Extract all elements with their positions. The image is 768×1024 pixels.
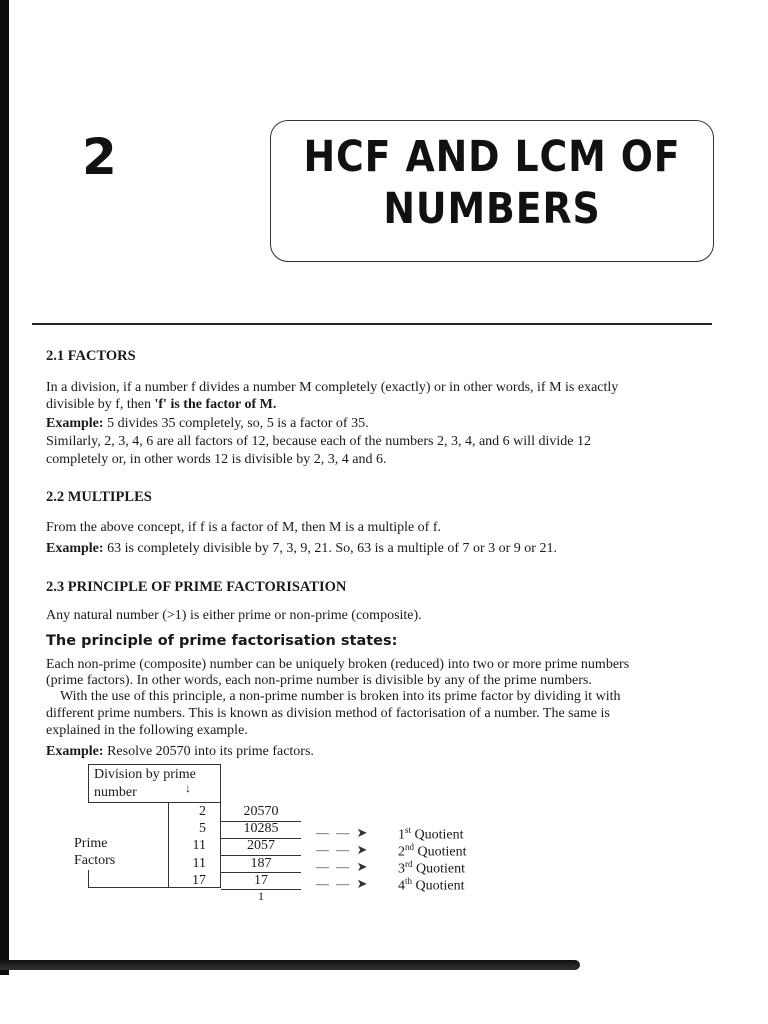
dividend-1: 20570: [243, 804, 279, 819]
factors-line-4: Similarly, 2, 3, 4, 6 are all factors of 12, because each of the numbers 2, 3, 4, and 6 will divide 12: [46, 434, 591, 449]
prime-line-4: With the use of this principle, a non-prime number is broken into its prime factor by dividing it with: [60, 689, 621, 704]
quotient-label-2: 2nd Quotient: [398, 842, 467, 860]
divisor-3: 11: [192, 838, 206, 853]
factors-definition: 'f' is the factor of M.: [154, 397, 277, 412]
chapter-title-box: [270, 120, 714, 262]
quotient-label-1: 1st Quotient: [398, 825, 464, 843]
factors-line-2-text: divisible by f, then: [46, 397, 155, 412]
page-bottom-edge: [0, 960, 580, 970]
prime-line-5: different prime numbers. This is known as division method of factorisation of a number. The same is: [46, 706, 610, 721]
prime-line-2: Each non-prime (composite) number can be uniquely broken (reduced) into two or more prime numbers: [46, 657, 630, 672]
arrow-right-icon: — — ➤: [316, 859, 370, 874]
chapter-title: [298, 131, 687, 235]
dividend-4: 187: [250, 856, 272, 871]
factors-example-text: 5 divides 35 completely, so, 5 is a factor of 35.: [103, 416, 369, 431]
multiples-line-1: From the above concept, if f is a factor of M, then M is a multiple of f.: [46, 520, 442, 535]
prime-factors-label-2: Factors: [74, 853, 116, 868]
multiples-example: [46, 541, 712, 557]
table-header-line-2: number: [94, 785, 137, 800]
chapter-number: 2: [82, 128, 117, 186]
factors-line-1: In a division, if a number f divides a number M completely (exactly) or in other words, if M is exactly: [46, 380, 619, 395]
divisor-5: 17: [192, 873, 206, 888]
arrow-right-icon: — — ➤: [316, 876, 370, 891]
dividend-3: 2057: [247, 838, 275, 853]
section-heading-factors: 2.1 FACTORS: [46, 348, 136, 364]
down-arrow-icon: ↓: [185, 781, 191, 795]
example-label: Example:: [46, 541, 104, 556]
arrow-right-icon: — — ➤: [316, 825, 370, 840]
quotient-label-3: 3rd Quotient: [398, 859, 465, 877]
prime-factors-label-1: Prime: [74, 836, 108, 851]
factors-line-2: [46, 397, 712, 413]
prime-subheading: The principle of prime factorisation states:: [46, 633, 398, 649]
section-divider: [32, 323, 712, 325]
multiples-example-text: 63 is completely divisible by 7, 3, 9, 21. So, 63 is a multiple of 7 or 3 or 9 or 21.: [103, 541, 557, 556]
dividend-2: 10285: [243, 821, 279, 836]
factors-example: [46, 416, 712, 432]
quotient-label-4: 4th Quotient: [398, 876, 465, 894]
example-label: Example:: [46, 744, 104, 759]
chapter-title-line-1: HCF AND LCM OF: [303, 132, 681, 182]
divisor-4: 11: [192, 856, 206, 871]
dividend-6: 1: [258, 889, 264, 903]
dividend-5: 17: [254, 873, 268, 888]
chapter-title-line-2: NUMBERS: [383, 184, 601, 234]
prime-line-1: Any natural number (>1) is either prime or non-prime (composite).: [46, 608, 422, 623]
section-heading-prime: 2.3 PRINCIPLE OF PRIME FACTORISATION: [46, 579, 347, 595]
prime-example: [46, 744, 712, 760]
page-binding-edge: [0, 0, 9, 975]
arrow-right-icon: — — ➤: [316, 842, 370, 857]
factors-line-5: completely or, in other words 12 is divisible by 2, 3, 4 and 6.: [46, 452, 387, 467]
table-header-line-1: Division by prime: [94, 767, 196, 782]
divisor-1: 2: [199, 804, 206, 819]
prime-line-3: (prime factors). In other words, each non-prime number is divisible by any of the prime numbers.: [46, 673, 592, 688]
prime-line-6: explained in the following example.: [46, 723, 248, 738]
example-label: Example:: [46, 416, 104, 431]
divisor-2: 5: [199, 821, 206, 836]
section-heading-multiples: 2.2 MULTIPLES: [46, 489, 152, 505]
prime-example-text: Resolve 20570 into its prime factors.: [103, 744, 314, 759]
